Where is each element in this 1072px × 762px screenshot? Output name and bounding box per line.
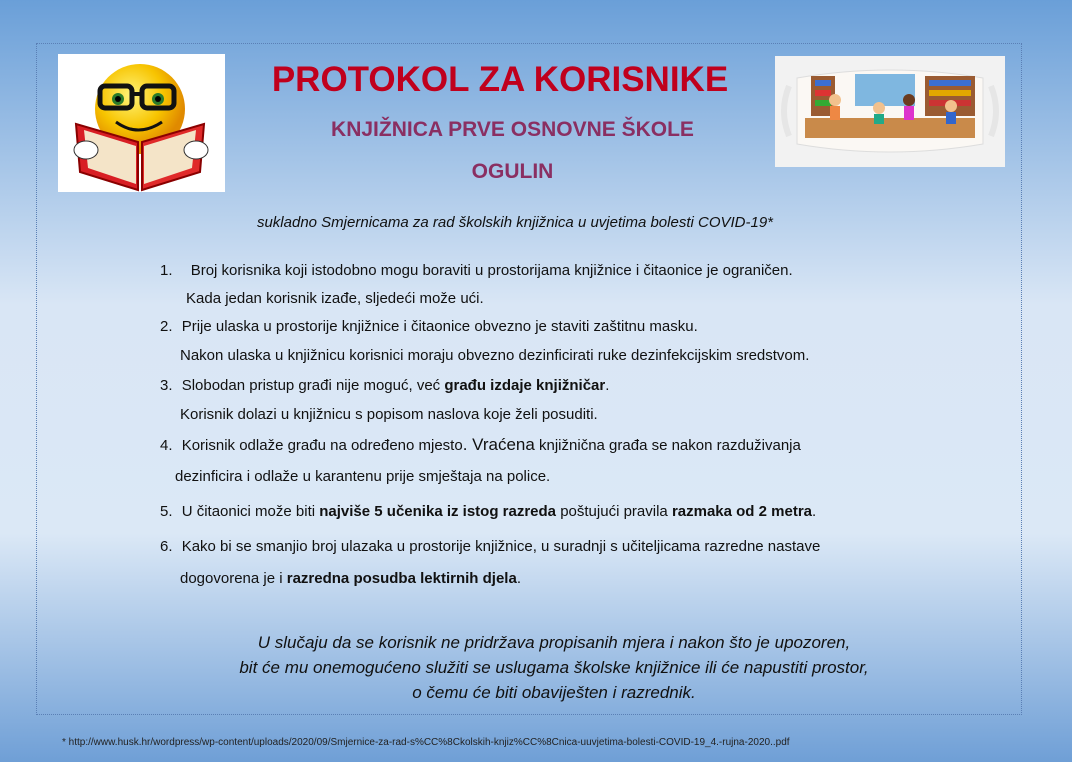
page-title: PROTOKOL ZA KORISNIKE [271, 60, 729, 99]
rule-text-end: . [605, 377, 610, 394]
school-name: KNJIŽNICA PRVE OSNOVNE ŠKOLE [331, 118, 694, 141]
rule-text: dogovorena je i [180, 570, 287, 587]
rule-number: 5. [160, 503, 173, 520]
rule-emphasis: razredna posudba lektirnih djela [286, 570, 517, 587]
rule-emphasis: najviše 5 učenika iz istog razreda [319, 503, 557, 520]
rule-number: 3. [160, 377, 173, 394]
rule-number: 4. [160, 437, 173, 454]
rule-emphasis: razmaka od 2 metra [671, 503, 813, 520]
rule-5-line-1 [160, 503, 816, 520]
rule-text: poštujući pravila [556, 503, 672, 520]
rule-2-line-2: Nakon ulaska u knjižnicu korisnici moraju obvezno dezinficirati ruke dezinfekcijskim sredstvom. [180, 347, 810, 364]
rule-4-line-1 [160, 435, 801, 455]
rule-text: U čitaonici može biti [181, 503, 320, 520]
closing-line-2: bit će mu onemogućeno služiti se uslugama školske knjižnice ili će napustiti prostor, [239, 658, 869, 677]
rule-text: Prije ulaska u prostorije knjižnice i čitaonice obvezno je staviti zaštitnu masku. [181, 318, 698, 335]
rule-text-end: . [516, 570, 521, 587]
closing-line-3: o čemu će biti obaviješten i razrednik. [412, 683, 696, 702]
rule-text: Slobodan pristup građi nije moguć, već [181, 377, 445, 394]
reference-note: sukladno Smjernicama za rad školskih knjižnica u uvjetima bolesti COVID-19* [256, 214, 774, 231]
rule-emphasis: građu izdaje knjižničar [444, 377, 606, 394]
rule-text-large: . Vraćena [462, 435, 535, 454]
rule-text: Korisnik odlaže građu na određeno mjesto [181, 437, 463, 454]
closing-statement [0, 630, 1072, 705]
rule-3-line-2: Korisnik dolazi u knjižnicu s popisom naslova koje želi posuditi. [180, 406, 598, 423]
rule-1-line-2: Kada jedan korisnik izađe, sljedeći može ući. [186, 290, 484, 307]
rule-4-line-2: dezinficira i odlaže u karantenu prije smještaja na police. [175, 468, 551, 485]
rule-number: 6. [160, 538, 173, 555]
footnote-link[interactable]: * http://www.husk.hr/wordpress/wp-content/uploads/2020/09/Smjernice-za-rad-s%CC%8Ckolskih-knjiz%CC%8Cnica-uuvjetima-bolesti-COVID-19_4.-rujna-2020..pdf [62, 737, 790, 748]
closing-line-1: U slučaju da se korisnik ne pridržava propisanih mjera i nakon što je upozoren, [257, 633, 851, 652]
rule-6-line-2 [180, 570, 521, 587]
rule-6-line-1 [160, 538, 820, 555]
rule-1-line-1 [160, 262, 793, 279]
rule-text: Broj korisnika koji istodobno mogu boraviti u prostorijama knjižnice i čitaonice je ograničen. [190, 262, 793, 279]
city-name: OGULIN [471, 160, 554, 183]
rule-2-line-1 [160, 318, 698, 335]
rule-text-end: . [812, 503, 817, 520]
rule-number: 1. [160, 262, 173, 279]
rule-3-line-1 [160, 377, 609, 394]
rule-text: Kako bi se smanjio broj ulazaka u prostorije knjižnice, u suradnji s učiteljicama razredne nastave [181, 538, 821, 555]
rule-text-end: knjižnična građa se nakon razduživanja [534, 437, 801, 454]
rule-number: 2. [160, 318, 173, 335]
